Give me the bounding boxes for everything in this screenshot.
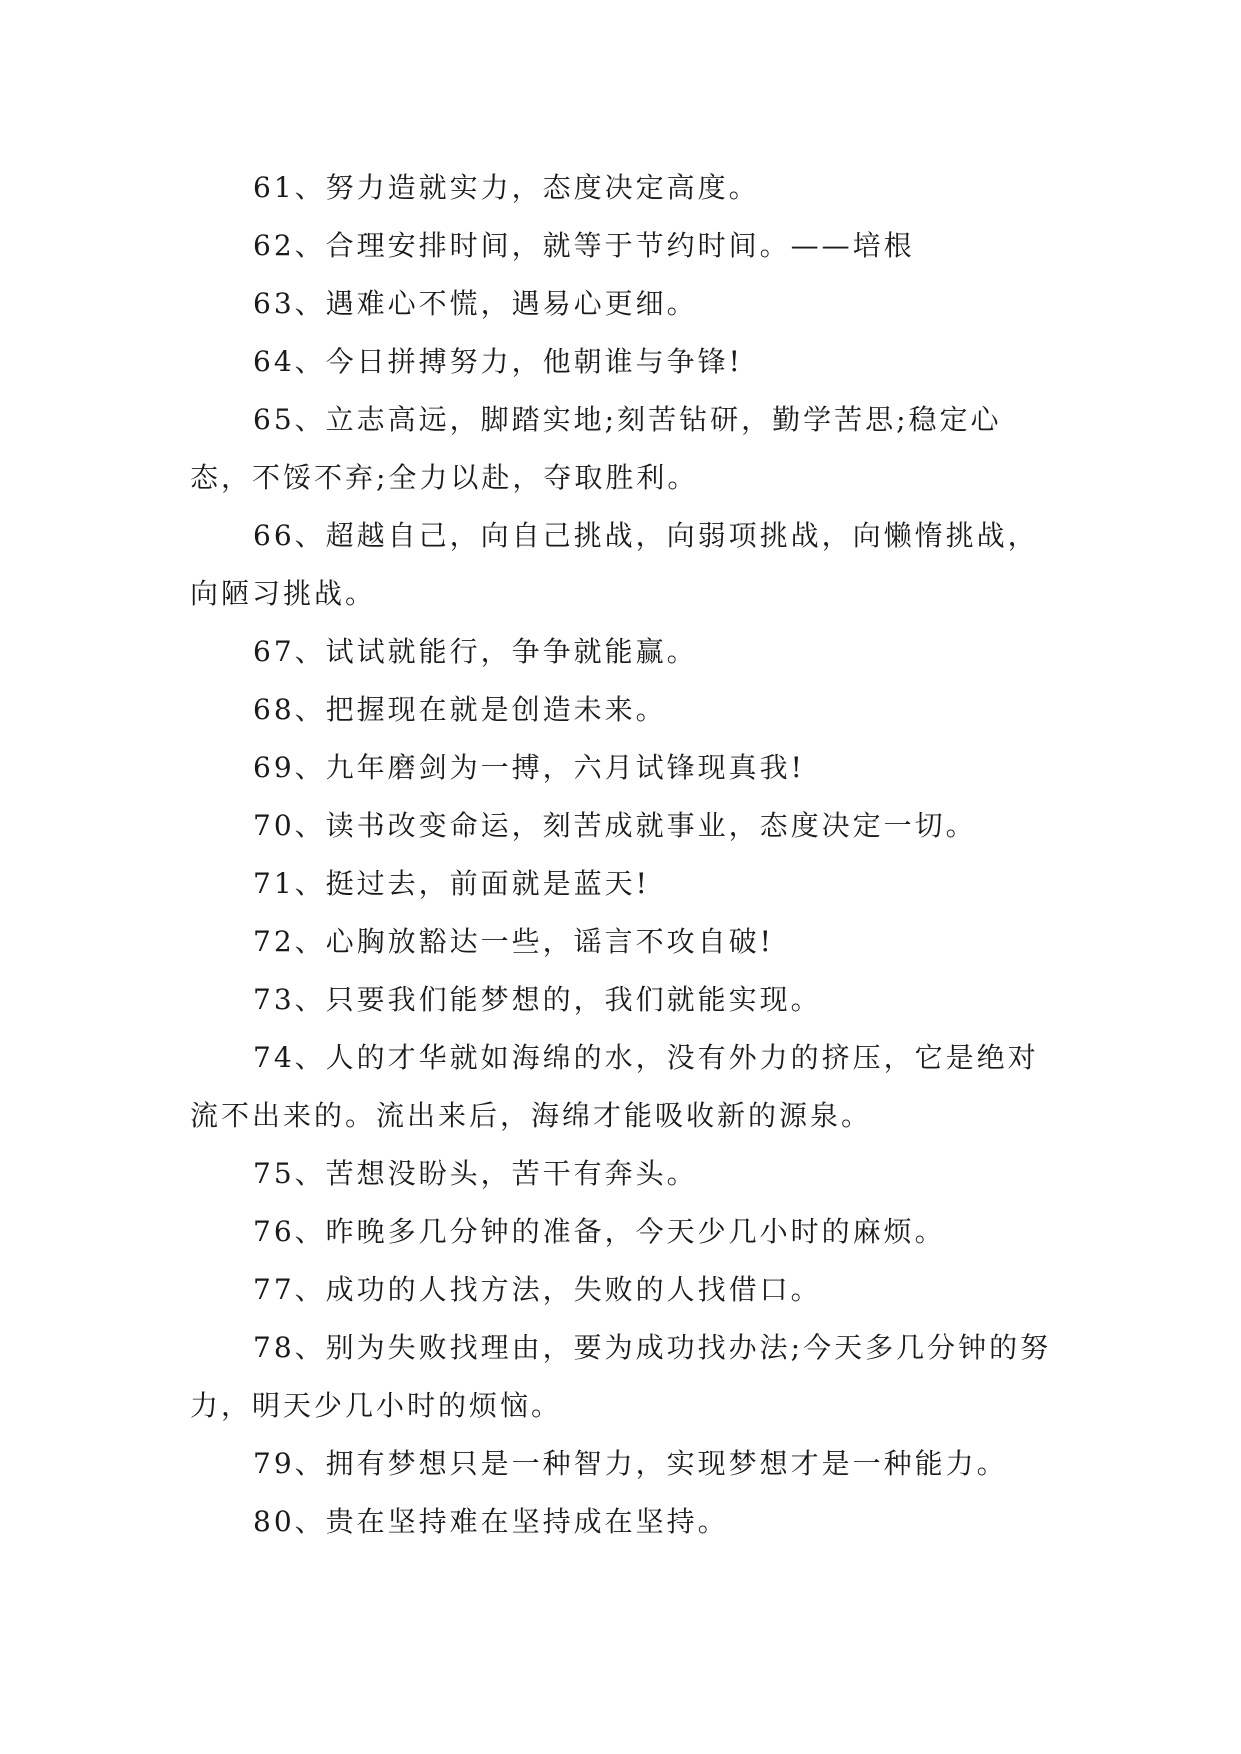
paragraph-64: 64、今日拼搏努力，他朝谁与争锋! (253, 345, 743, 378)
paragraph-75: 75、苦想没盼头，苦干有奔头。 (253, 1157, 698, 1190)
paragraph-62: 62、合理安排时间，就等于节约时间。——培根 (253, 229, 915, 262)
document-body (190, 159, 1052, 1551)
paragraph-77: 77、成功的人找方法，失败的人找借口。 (253, 1273, 822, 1306)
paragraph-65: 65、立志高远，脚踏实地;刻苦钻研，勤学苦思;稳定心态，不馁不弃;全力以赴，夺取胜利。 (190, 403, 1002, 494)
paragraph-70: 70、读书改变命运，刻苦成就事业，态度决定一切。 (253, 809, 977, 842)
paragraph-61: 61、努力造就实力，态度决定高度。 (253, 171, 760, 204)
paragraph-67: 67、试试就能行，争争就能赢。 (253, 635, 698, 668)
paragraph-68: 68、把握现在就是创造未来。 (253, 693, 667, 726)
paragraph-63: 63、遇难心不慌，遇易心更细。 (253, 287, 698, 320)
paragraph-76: 76、昨晚多几分钟的准备，今天少几小时的麻烦。 (253, 1215, 946, 1248)
paragraph-74: 74、人的才华就如海绵的水，没有外力的挤压，它是绝对流不出来的。流出来后，海绵才能吸收新的源泉。 (190, 1041, 1039, 1132)
paragraph-79: 79、拥有梦想只是一种智力，实现梦想才是一种能力。 (253, 1447, 1008, 1480)
paragraph-73: 73、只要我们能梦想的，我们就能实现。 (253, 983, 822, 1016)
paragraph-71: 71、挺过去，前面就是蓝天! (253, 867, 650, 900)
paragraph-80: 80、贵在坚持难在坚持成在坚持。 (253, 1505, 729, 1538)
paragraph-72: 72、心胸放豁达一些，谣言不攻自破! (253, 925, 774, 958)
paragraph-78: 78、别为失败找理由，要为成功找办法;今天多几分钟的努力，明天少几小时的烦恼。 (190, 1331, 1052, 1422)
paragraph-69: 69、九年磨剑为一搏，六月试锋现真我! (253, 751, 805, 784)
paragraph-66: 66、超越自己，向自己挑战，向弱项挑战，向懒惰挑战，向陋习挑战。 (190, 519, 1039, 610)
